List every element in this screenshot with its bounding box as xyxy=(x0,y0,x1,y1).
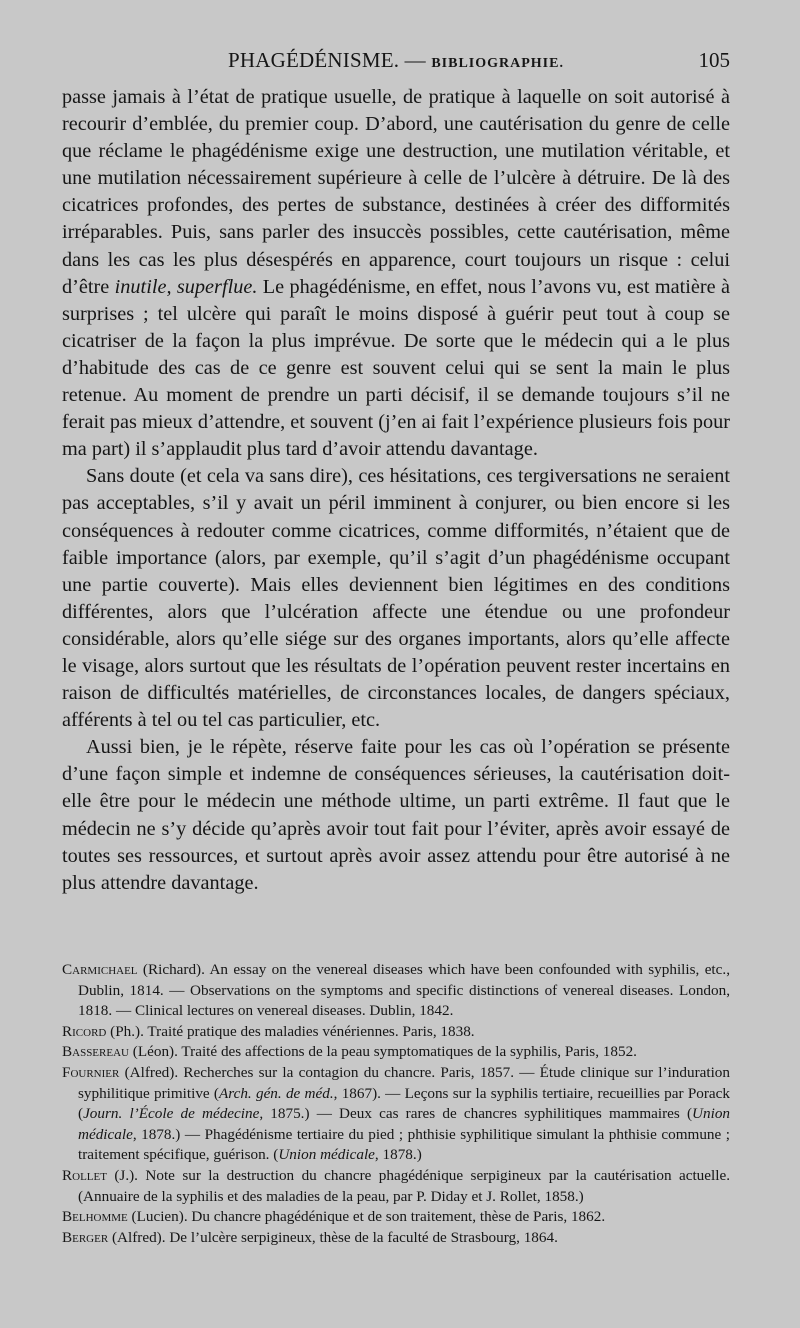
page-number: 105 xyxy=(698,48,730,72)
bib-text: (Alfred). Recherches sur la contagion du chancre. Paris, 1857. — Étude clinique sur l’induration syphilitique primitive ( xyxy=(78,1063,730,1102)
bib-text: (Richard). An essay on the venereal diseases which have been confounded with syphilis, etc., Dublin, 1814. — Observations on the symptoms and specific distinctions of venereal diseases. London, 1818. — Clinical lectures on venereal diseases. Dublin, 1842. xyxy=(78,961,730,1020)
bib-entry-rollet xyxy=(62,1166,730,1207)
paragraph-1 xyxy=(62,84,730,463)
bib-entry-fournier xyxy=(62,1063,730,1166)
bib-author: Belhomme xyxy=(62,1208,128,1226)
bib-text: (J.). Note sur la destruction du chancre phagédénique serpigineux par la cautérisation actuelle. (Annuaire de la syphilis et des maladies de la peau, par P. Diday et J. Rollet, 1858.) xyxy=(78,1166,730,1205)
paragraph-1-emphasis: inutile, superflue. xyxy=(114,275,258,298)
bib-entry-bassereau xyxy=(62,1042,730,1063)
bib-author: Bassereau xyxy=(62,1043,129,1061)
bib-text: , 1878.) xyxy=(374,1146,422,1164)
bibliography xyxy=(62,960,730,1248)
bib-entry-belhomme xyxy=(62,1207,730,1228)
paragraph-2: Sans doute (et cela va sans dire), ces hésitations, ces tergiversations ne seraient pas acceptables, s’il y avait un péril imminent à conjurer, ou bien encore si les conséquences à redouter comme cicatrices, comme difformités, n’étaient que de faible importance (alors, par exemple, qu’il s’agit d’un phagédénisme occupant une partie couverte). Mais elles deviennent bien légitimes en des conditions différentes, alors que l’ulcération affecte une étendue ou une profondeur considérable, alors qu’elle siége sur des organes importants, alors qu’elle affecte le visage, alors surtout que les résultats de l’opération peuvent rester incertains en raison de difficultés matérielles, de circonstances locales, de dangers spéciaux, afférents à tel ou tel cas particulier, etc. xyxy=(62,465,730,732)
bib-text: (Léon). Traité des affections de la peau symptomatiques de la syphilis, Paris, 1852. xyxy=(128,1043,637,1061)
bib-journal: Union médicale xyxy=(278,1146,375,1164)
bib-journal: Arch. gén. de méd. xyxy=(218,1084,334,1102)
bib-author: Carmichael xyxy=(62,961,138,978)
bib-entry-ricord xyxy=(62,1022,730,1043)
bib-entry-carmichael xyxy=(62,960,730,1022)
bib-author: Fournier xyxy=(62,1063,120,1081)
running-header xyxy=(62,48,730,78)
bib-entry-berger xyxy=(62,1228,730,1249)
bib-text: (Ph.). Traité pratique des maladies vénériennes. Paris, 1838. xyxy=(106,1022,475,1040)
running-title-main: PHAGÉDÉNISME. — xyxy=(228,48,426,72)
running-title-sub: BIBLIOGRAPHIE. xyxy=(431,56,564,71)
main-text xyxy=(62,84,730,897)
bib-text: (Alfred). De l’ulcère serpigineux, thèse de la faculté de Strasbourg, 1864. xyxy=(108,1228,558,1246)
bib-journal: Journ. l’École de médecine xyxy=(83,1105,260,1123)
paragraph-1-text: passe jamais à l’état de pratique usuelle, de pratique à laquelle on soit autorisé à recourir d’emblée, du premier coup. D’abord, une cautérisation du genre de celle que réclame le phagédénisme exige une destruction, une mutilation véritable, et une mutilation nécessairement supérieure à celle de l’ulcère à détruire. De là des cicatrices profondes, des pertes de substance, destinées à créer des difformités irréparables. Puis, sans parler des insuccès possibles, cette cautérisation, même dans les cas les plus désespérés en apparence, court toujours un risque : celui d’être xyxy=(62,86,730,298)
bib-text: (Lucien). Du chancre phagédénique et de son traitement, thèse de Paris, 1862. xyxy=(127,1208,606,1226)
bib-text: , 1878.) — Phagédénisme tertiaire du pied ; phthisie syphilitique simulant la phthisie commune ; traitement spécifique, guérison. ( xyxy=(78,1125,730,1164)
bib-author: Rollet xyxy=(62,1166,107,1184)
bib-text: , 1867). — Leçons sur la syphilis tertiaire, recueillies par Porack ( xyxy=(78,1084,730,1123)
running-title xyxy=(62,48,730,73)
bib-author: Ricord xyxy=(62,1022,107,1040)
paragraph-3: Aussi bien, je le répète, réserve faite pour les cas où l’opération se présente d’une façon simple et indemne de conséquences sérieuses, la cautérisation doit-elle être pour le médecin une méthode ultime, un parti extrême. Il faut que le médecin ne s’y décide qu’après avoir tout fait pour l’éviter, après avoir essayé de toutes ses ressources, et surtout après avoir assez attendu pour être autorisé à ne plus attendre davantage. xyxy=(62,736,730,894)
bib-author: Berger xyxy=(62,1228,109,1246)
bib-journal: Union médicale xyxy=(78,1105,730,1143)
paragraph-1-continuation: Le phagédénisme, en effet, nous l’avons vu, est matière à surprises ; tel ulcère qui paraît le moins disposé à guérir peut tout à coup se cicatriser de la façon la plus imprévue. De sorte que le médecin qui a le plus d’habitude des cas de ce genre est souvent celui qui se sent la main le plus retenue. Au moment de prendre un parti décisif, il se demande toujours s’il ne ferait pas mieux d’attendre, et souvent (j’en ai fait l’expérience plusieurs fois pour ma part) il s’applaudit plus tard d’avoir attendu davantage. xyxy=(62,275,731,461)
bib-text: , 1875.) — Deux cas rares de chancres syphilitiques mammaires ( xyxy=(259,1105,693,1123)
